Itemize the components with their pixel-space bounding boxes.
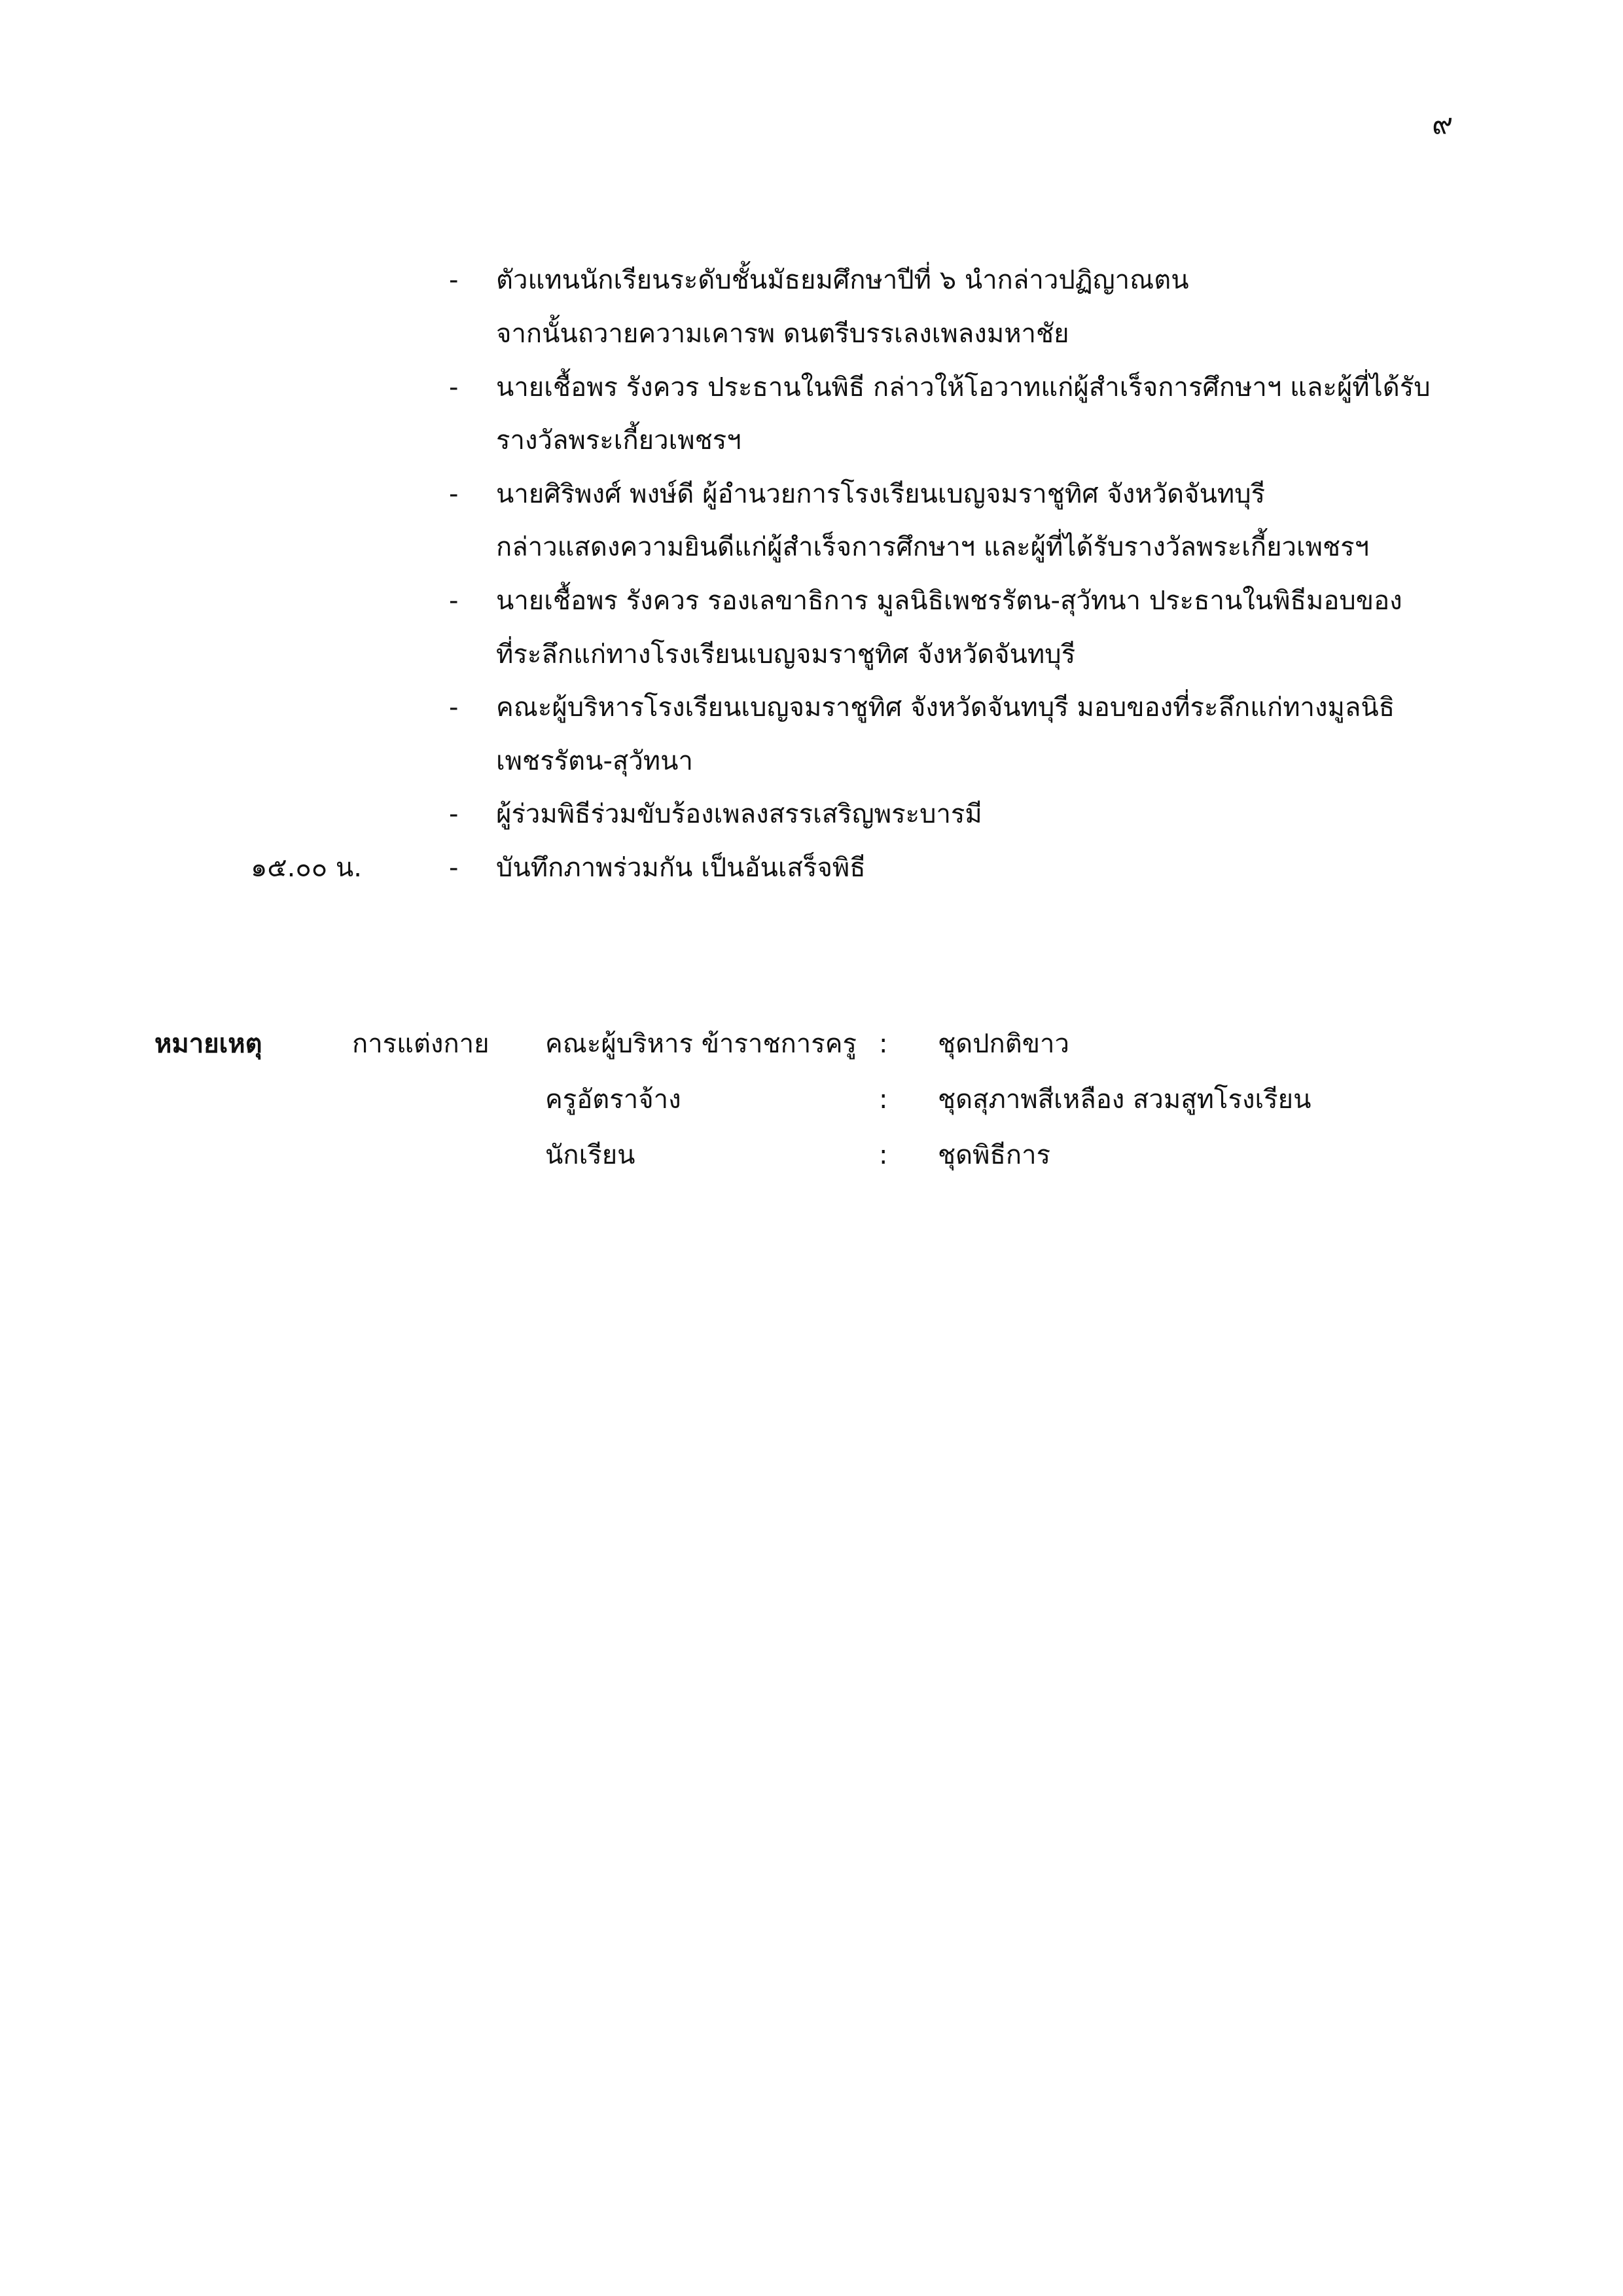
schedule-time: ๑๕.๐๐ น. (251, 853, 362, 883)
list-dash: - (449, 479, 459, 509)
schedule-line: ผู้ร่วมพิธีร่วมขับร้องเพลงสรรเสริญพระบารมี (496, 799, 982, 829)
page-number: ๙ (1432, 107, 1454, 141)
dress-code-value: ชุดพิธีการ (938, 1140, 1051, 1170)
schedule-line: เพชรรัตน-สุวัทนา (496, 746, 693, 776)
schedule-line: คณะผู้บริหารโรงเรียนเบญจมราชูทิศ จังหวัดจันทบุรี มอบของที่ระลึกแก่ทางมูลนิธิ (496, 692, 1395, 723)
schedule-line: กล่าวแสดงความยินดีแก่ผู้สำเร็จการศึกษาฯ และผู้ที่ได้รับรางวัลพระเกี้ยวเพชรฯ (496, 532, 1370, 562)
dress-code-value: ชุดสุภาพสีเหลือง สวมสูทโรงเรียน (938, 1085, 1311, 1115)
dress-code-group: ครูอัตราจ้าง (545, 1085, 681, 1115)
list-dash: - (449, 265, 459, 295)
dress-code-colon: : (879, 1085, 888, 1115)
schedule-line: นายศิริพงศ์ พงษ์ดี ผู้อำนวยการโรงเรียนเบญจมราชูทิศ จังหวัดจันทบุรี (496, 479, 1266, 509)
dress-code-colon: : (879, 1140, 888, 1170)
note-topic: การแต่งกาย (352, 1029, 490, 1059)
list-dash: - (449, 372, 459, 403)
list-dash: - (449, 692, 459, 723)
dress-code-group: คณะผู้บริหาร ข้าราชการครู (545, 1029, 857, 1059)
schedule-line: ที่ระลึกแก่ทางโรงเรียนเบญจมราชูทิศ จังหวัดจันทบุรี (496, 639, 1076, 670)
list-dash: - (449, 586, 459, 616)
schedule-line: จากนั้นถวายความเคารพ ดนตรีบรรเลงเพลงมหาชัย (496, 319, 1069, 349)
dress-code-value: ชุดปกติขาว (938, 1029, 1069, 1059)
list-dash: - (449, 853, 459, 883)
dress-code-group: นักเรียน (545, 1140, 635, 1170)
schedule-line: ตัวแทนนักเรียนระดับชั้นมัธยมศึกษาปีที่ ๖ นำกล่าวปฏิญาณตน (496, 265, 1189, 295)
list-dash: - (449, 799, 459, 829)
schedule-line: รางวัลพระเกี้ยวเพชรฯ (496, 425, 741, 456)
schedule-line: นายเชื้อพร รังควร ประธานในพิธี กล่าวให้โอวาทแก่ผู้สำเร็จการศึกษาฯ และผู้ที่ได้รับ (496, 372, 1431, 403)
note-label: หมายเหตุ (154, 1029, 262, 1059)
schedule-line: นายเชื้อพร รังควร รองเลขาธิการ มูลนิธิเพชรรัตน-สุวัทนา ประธานในพิธีมอบของ (496, 586, 1402, 616)
schedule-line: บันทึกภาพร่วมกัน เป็นอันเสร็จพิธี (496, 853, 866, 883)
dress-code-colon: : (879, 1029, 888, 1059)
